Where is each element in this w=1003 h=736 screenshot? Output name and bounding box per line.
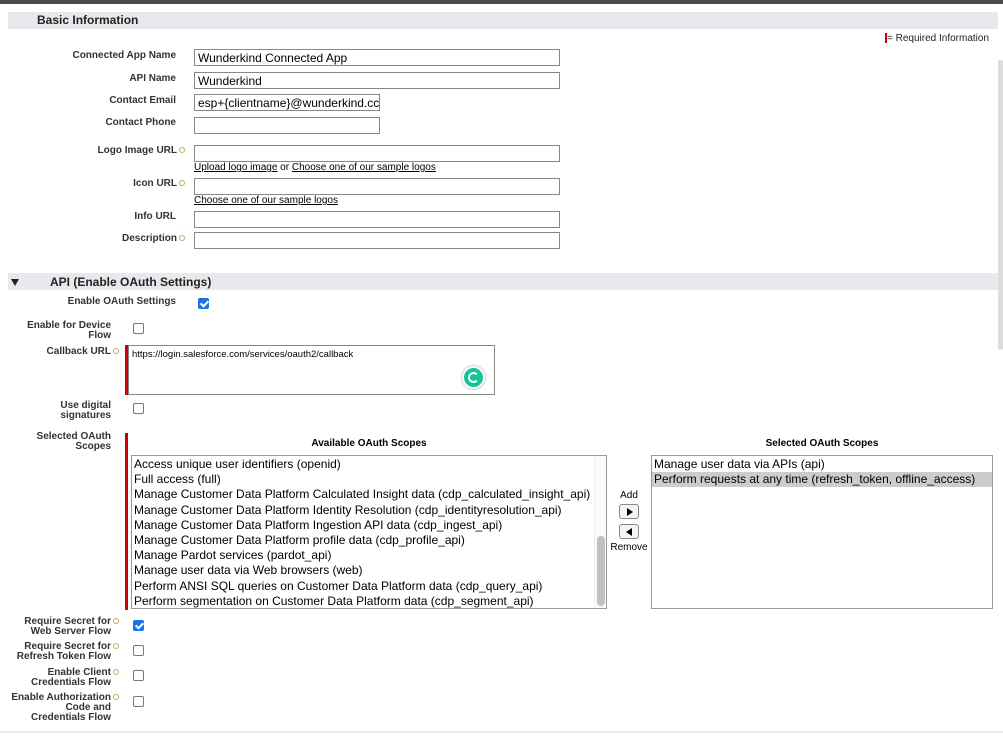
available-scrollbar[interactable] xyxy=(594,456,606,608)
basic-info-header xyxy=(8,12,998,29)
scope-option[interactable]: Manage Customer Data Platform profile data (cdp_profile_api) xyxy=(134,532,465,547)
help-icon[interactable] xyxy=(113,618,119,624)
device-flow-label-line1: Enable for Device xyxy=(27,320,111,331)
available-scopes-list xyxy=(132,457,606,609)
secret-web-checkbox[interactable] xyxy=(133,620,144,631)
scope-option[interactable]: Perform segmentation on Customer Data Platform data (cdp_segment_api) xyxy=(134,593,534,608)
scope-option[interactable]: Manage Pardot services (pardot_api) xyxy=(134,548,332,563)
secret-web-label-line2: Web Server Flow xyxy=(30,626,111,637)
digital-sig-label xyxy=(10,401,111,421)
callback-url-label xyxy=(10,346,119,357)
digital-sig-checkbox[interactable] xyxy=(133,403,144,414)
arrow-left-icon xyxy=(626,528,632,536)
callback-url-value: https://login.salesforce.com/services/oauth2/callback xyxy=(132,349,354,360)
grammarly-g-icon xyxy=(468,372,479,383)
logo-links xyxy=(194,162,436,173)
help-icon[interactable] xyxy=(113,669,119,675)
arrow-right-icon xyxy=(627,508,633,516)
client-cred-label-line1-text: Enable Client xyxy=(47,667,111,678)
logo-url-label-text: Logo Image URL xyxy=(97,145,177,156)
secret-refresh-label-line2: Refresh Token Flow xyxy=(16,651,111,662)
client-cred-label-line2: Credentials Flow xyxy=(30,677,111,688)
scope-option[interactable]: Manage user data via APIs (api) xyxy=(654,457,825,471)
api-name-input[interactable]: Wunderkind xyxy=(194,72,560,89)
scope-option[interactable]: Perform requests at any time (refresh_token, offline_access) xyxy=(652,472,992,487)
secret-web-label-line1-text: Require Secret for xyxy=(24,616,111,627)
scope-option[interactable]: Full access (full) xyxy=(134,472,221,487)
help-icon[interactable] xyxy=(113,348,119,354)
client-cred-checkbox[interactable] xyxy=(133,670,144,681)
description-label-text: Description xyxy=(121,233,177,244)
info-url-input[interactable] xyxy=(194,211,560,228)
available-scopes-header: Available OAuth Scopes xyxy=(311,438,427,449)
icon-links xyxy=(194,195,338,206)
bottom-divider xyxy=(0,731,1003,733)
info-url-label: Info URL xyxy=(134,211,176,222)
enable-oauth-label: Enable OAuth Settings xyxy=(67,296,176,307)
digital-sig-label-line2: signatures xyxy=(60,410,111,421)
upload-logo-link[interactable]: Upload logo image xyxy=(194,162,278,173)
secret-refresh-checkbox[interactable] xyxy=(133,645,144,656)
scope-option[interactable]: Manage user data via Web browsers (web) xyxy=(134,563,363,578)
choose-sample-logos-link[interactable]: Choose one of our sample logos xyxy=(291,162,436,173)
icon-url-input[interactable] xyxy=(194,178,560,195)
remove-label: Remove xyxy=(610,542,648,553)
selected-scopes-label-line1: Selected OAuth xyxy=(36,431,111,442)
auth-code-label-line2: Code and xyxy=(65,702,111,713)
auth-code-label-line1-text: Enable Authorization xyxy=(11,692,111,703)
selected-scopes-header: Selected OAuth Scopes xyxy=(765,438,879,449)
icon-url-label xyxy=(10,178,185,189)
logo-url-label xyxy=(10,145,185,156)
grammarly-icon[interactable] xyxy=(462,366,485,389)
contact-phone-input[interactable] xyxy=(194,117,380,134)
api-section-header[interactable] xyxy=(8,273,998,290)
help-icon[interactable] xyxy=(179,235,185,241)
logo-url-input[interactable] xyxy=(194,145,560,162)
basic-info-title: Basic Information xyxy=(37,13,139,27)
required-legend-text: = Required Information xyxy=(887,33,990,44)
add-button[interactable] xyxy=(619,504,639,519)
top-banner-strip xyxy=(0,0,1003,4)
help-icon[interactable] xyxy=(113,643,119,649)
help-icon[interactable] xyxy=(179,147,185,153)
choose-sample-icon-link[interactable]: Choose one of our sample logos xyxy=(194,195,338,206)
contact-email-label: Contact Email xyxy=(109,95,176,106)
auth-code-label-line3: Credentials Flow xyxy=(30,712,111,723)
client-cred-label xyxy=(10,668,119,688)
selected-scopes-listbox[interactable] xyxy=(651,455,993,609)
scopes-required-bar xyxy=(125,433,128,610)
scope-option[interactable]: Access unique user identifiers (openid) xyxy=(134,457,341,471)
help-icon[interactable] xyxy=(113,694,119,700)
device-flow-label-line2: Flow xyxy=(88,330,111,341)
contact-email-input[interactable]: esp+{clientname}@wunderkind.cc xyxy=(194,94,380,111)
enable-oauth-checkbox[interactable] xyxy=(198,298,209,309)
icon-url-label-text: Icon URL xyxy=(133,178,177,189)
selected-scopes-label xyxy=(10,432,111,452)
contact-phone-label: Contact Phone xyxy=(105,117,176,128)
digital-sig-label-line1: Use digital xyxy=(60,400,111,411)
api-section-title: API (Enable OAuth Settings) xyxy=(50,275,212,289)
available-scopes-listbox[interactable] xyxy=(131,455,607,609)
secret-web-label xyxy=(10,617,119,637)
scope-option[interactable]: Manage Customer Data Platform Calculated Insight data (cdp_calculated_insight_api) xyxy=(134,487,591,502)
add-label: Add xyxy=(620,490,638,501)
description-label xyxy=(10,233,185,244)
api-name-label: API Name xyxy=(129,73,176,84)
available-scrollbar-thumb[interactable] xyxy=(597,536,605,606)
remove-button[interactable] xyxy=(619,524,639,539)
scope-option[interactable]: Manage Customer Data Platform Ingestion API data (cdp_ingest_api) xyxy=(134,517,503,532)
connected-app-name-label: Connected App Name xyxy=(72,50,176,61)
callback-url-textarea[interactable] xyxy=(128,345,495,395)
or-text: or xyxy=(280,162,290,173)
device-flow-checkbox[interactable] xyxy=(133,323,144,334)
scope-option[interactable]: Manage Customer Data Platform Identity Resolution (cdp_identityresolution_api) xyxy=(134,502,562,517)
description-input[interactable] xyxy=(194,232,560,249)
auth-code-label xyxy=(10,693,119,723)
selected-scopes-label-line2: Scopes xyxy=(75,441,111,452)
collapse-triangle-icon[interactable] xyxy=(11,279,19,286)
device-flow-label xyxy=(10,321,111,341)
secret-refresh-label-line1-text: Require Secret for xyxy=(24,641,111,652)
callback-url-label-text: Callback URL xyxy=(46,346,111,357)
selected-scopes-list xyxy=(652,457,992,487)
page-scrollbar[interactable] xyxy=(998,60,1003,350)
auth-code-checkbox[interactable] xyxy=(133,696,144,707)
scope-option[interactable]: Perform ANSI SQL queries on Customer Data Platform data (cdp_query_api) xyxy=(134,578,543,593)
secret-refresh-label xyxy=(10,642,119,662)
help-icon[interactable] xyxy=(179,180,185,186)
connected-app-name-input[interactable]: Wunderkind Connected App xyxy=(194,49,560,66)
required-legend xyxy=(885,33,989,44)
